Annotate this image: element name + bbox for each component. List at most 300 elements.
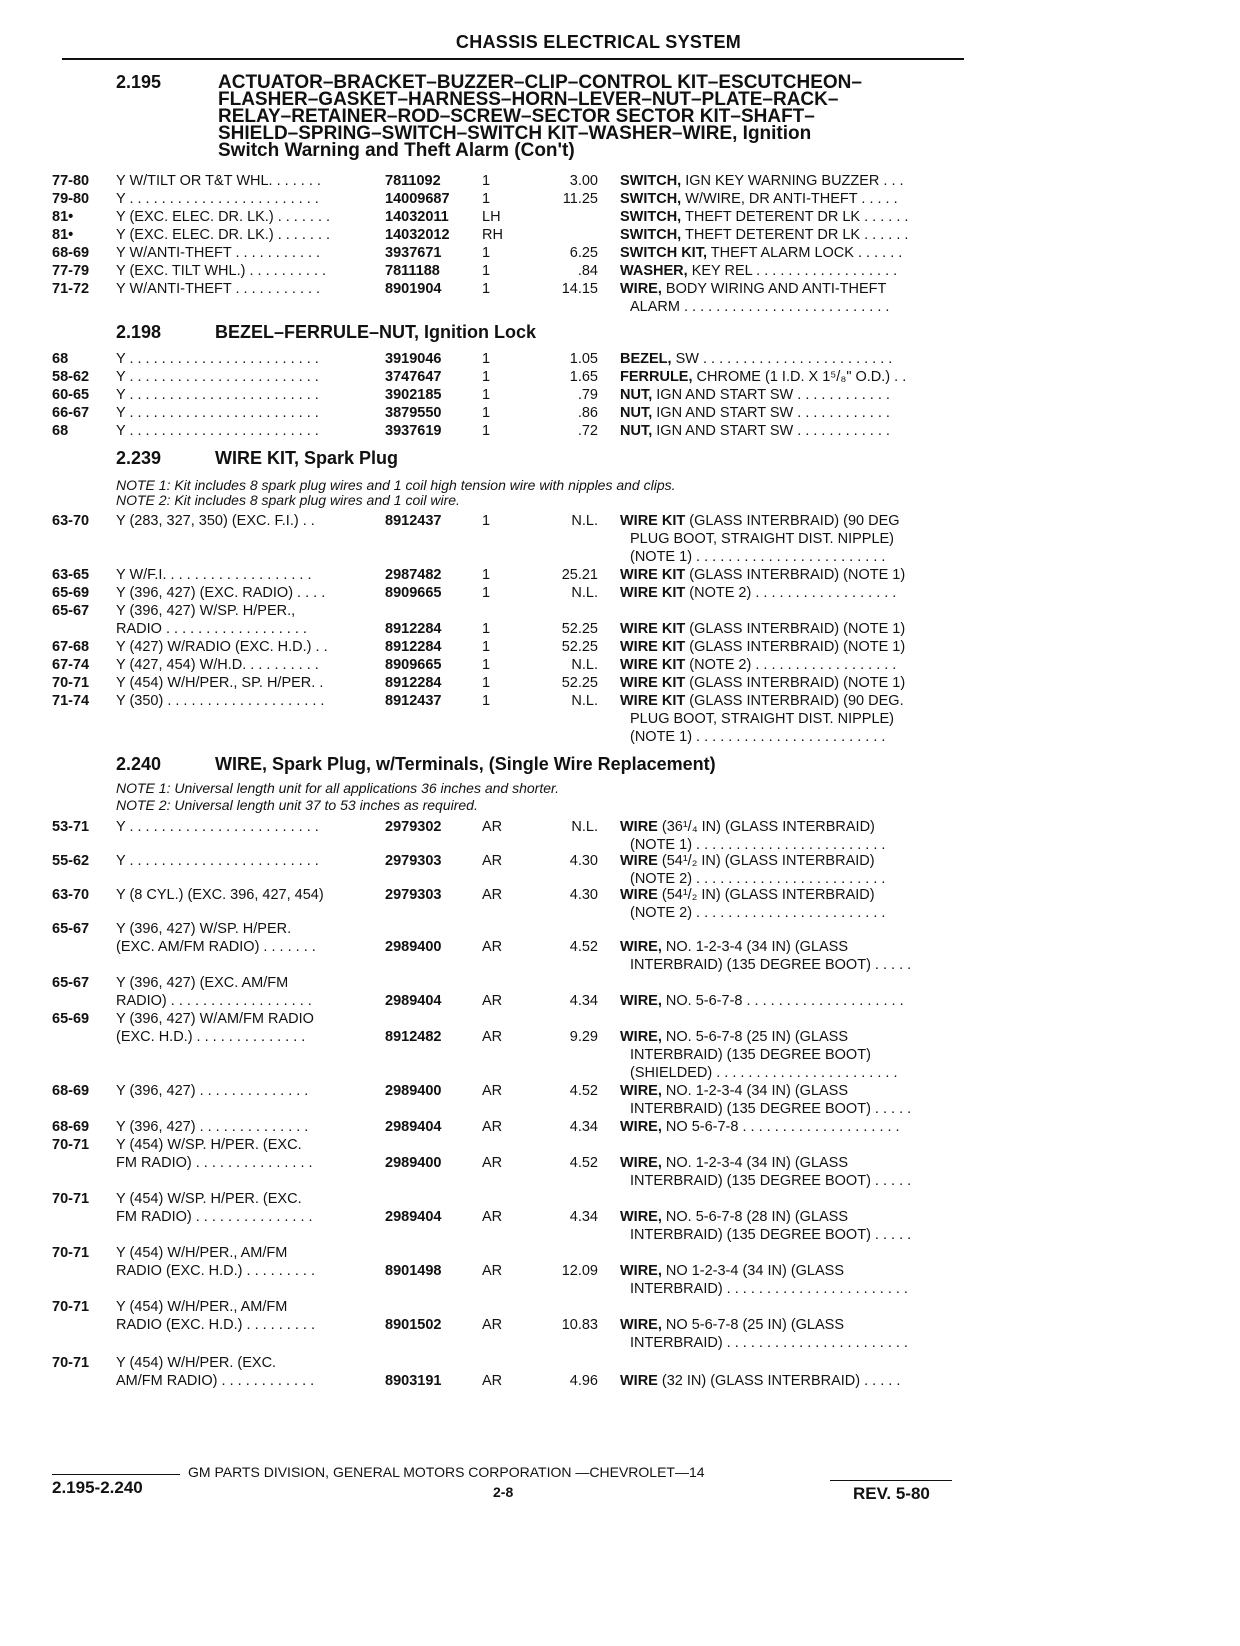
application-line: RADIO) . . . . . . . . . . . . . . . . . . — [116, 993, 312, 1009]
part-number: 2979303 — [385, 887, 442, 903]
description-line — [620, 566, 965, 584]
description — [620, 584, 965, 602]
price: .79 — [577, 387, 598, 403]
section-number: 2.195 — [116, 72, 162, 92]
application — [116, 244, 370, 262]
description-text: IGN KEY WARNING BUZZER . . . — [685, 173, 904, 189]
description-text: NO. 5-6-7-8 (25 IN) (GLASS — [665, 1029, 849, 1045]
description — [620, 190, 965, 208]
description — [620, 1028, 965, 1082]
section-number: 2.240 — [116, 754, 162, 774]
description-text: INTERBRAID) (135 DEGREE BOOT) — [630, 1047, 871, 1063]
description-line — [620, 386, 965, 404]
quantity: 1 — [482, 567, 491, 583]
quantity: LH — [482, 209, 501, 225]
quantity: AR — [482, 1263, 503, 1279]
description-text: INTERBRAID) (135 DEGREE BOOT) . . . . . — [630, 1173, 912, 1189]
description-line — [620, 1226, 965, 1244]
description-key: WIRE, — [620, 993, 662, 1009]
description-key: WIRE, — [620, 1119, 662, 1135]
application — [116, 1190, 370, 1226]
section-title-line: SHIELD–SPRING–SWITCH–SWITCH KIT–WASHER–WIRE, Ignition — [218, 123, 812, 144]
application-line: Y (454) W/H/PER., AM/FM — [116, 1245, 288, 1261]
description-key: WIRE KIT — [620, 585, 686, 601]
part-number: 2989400 — [385, 1083, 442, 1099]
model-years: 68 — [52, 351, 69, 367]
model-years: 81• — [52, 227, 74, 243]
application — [116, 1244, 370, 1280]
description-text: NO 1-2-3-4 (34 IN) (GLASS — [665, 1263, 844, 1279]
description-line — [620, 656, 965, 674]
description-line — [620, 350, 965, 368]
section-title-line: Switch Warning and Theft Alarm (Con't) — [218, 140, 575, 161]
part-number: 2979303 — [385, 853, 442, 869]
footer-left-rule — [52, 1474, 180, 1475]
description-text: (GLASS INTERBRAID) (90 DEG. — [689, 693, 904, 709]
description-line — [620, 818, 965, 836]
section-title-line: RELAY–RETAINER–ROD–SCREW–SECTOR SECTOR KIT–SHAFT– — [218, 106, 815, 127]
model-years: 60-65 — [52, 387, 90, 403]
description — [620, 992, 965, 1010]
description-key: WIRE, — [620, 1029, 662, 1045]
description-key: WIRE, — [620, 1317, 662, 1333]
application-line: Y . . . . . . . . . . . . . . . . . . . . . . . . — [116, 191, 319, 207]
description-line — [620, 280, 965, 298]
description-line — [620, 404, 965, 422]
description-key: SWITCH, — [620, 173, 682, 189]
description-key: FERRULE, — [620, 369, 693, 385]
description-line — [620, 1100, 965, 1118]
quantity: 1 — [482, 281, 491, 297]
description-text: NO. 1-2-3-4 (34 IN) (GLASS — [665, 1083, 849, 1099]
application-line: Y . . . . . . . . . . . . . . . . . . . . . . . . — [116, 423, 319, 439]
price: .86 — [577, 405, 598, 421]
footer-right-rule — [830, 1480, 952, 1481]
description — [620, 674, 965, 692]
quantity: 1 — [482, 191, 491, 207]
application — [116, 368, 370, 386]
price: 11.25 — [562, 191, 598, 207]
description — [620, 172, 965, 190]
application-line: Y (EXC. ELEC. DR. LK.) . . . . . . . — [116, 227, 331, 243]
price: .84 — [577, 263, 598, 279]
part-number: 8912437 — [385, 693, 442, 709]
description-text: PLUG BOOT, STRAIGHT DIST. NIPPLE) — [630, 531, 895, 547]
description — [620, 818, 965, 854]
application-line: Y (427) W/RADIO (EXC. H.D.) . . — [116, 639, 328, 655]
application-line: FM RADIO) . . . . . . . . . . . . . . . — [116, 1209, 313, 1225]
model-years: 55-62 — [52, 853, 90, 869]
description-line — [620, 208, 965, 226]
part-number: 2989404 — [385, 1209, 442, 1225]
footer-page: 2-8 — [493, 1484, 514, 1500]
quantity: 1 — [482, 585, 491, 601]
description-text: INTERBRAID) (135 DEGREE BOOT) . . . . . — [630, 1227, 912, 1243]
description — [620, 1154, 965, 1190]
page-title: CHASSIS ELECTRICAL SYSTEM — [455, 32, 742, 52]
price: 14.15 — [561, 281, 598, 297]
description-line — [620, 226, 965, 244]
section-note: NOTE 2: Universal length unit 37 to 53 inches as required. — [116, 797, 478, 813]
price: 4.96 — [569, 1373, 598, 1389]
description-line — [620, 692, 965, 710]
model-years: 63-70 — [52, 513, 90, 529]
section-note: NOTE 1: Universal length unit for all applications 36 inches and shorter. — [116, 780, 560, 796]
description-key: NUT, — [620, 387, 653, 403]
description-line — [620, 938, 965, 956]
part-number: 3919046 — [385, 351, 442, 367]
description — [620, 692, 965, 746]
section-title-line: WIRE, Spark Plug, w/Terminals, (Single Wire Replacement) — [215, 754, 716, 774]
application-line: Y (454) W/SP. H/PER. (EXC. — [116, 1137, 302, 1153]
price: 4.52 — [569, 1083, 598, 1099]
part-number: 3747647 — [385, 369, 442, 385]
description-line — [620, 512, 965, 530]
description-line — [620, 244, 965, 262]
part-number: 3937619 — [385, 423, 442, 439]
description-line — [620, 298, 965, 316]
quantity: RH — [482, 227, 503, 243]
application-line: Y . . . . . . . . . . . . . . . . . . . . . . . . — [116, 819, 319, 835]
description-text: (SHIELDED) . . . . . . . . . . . . . . . . . . . . . . . — [630, 1065, 898, 1081]
description-key: WASHER, — [620, 263, 688, 279]
application-line: Y (396, 427) W/AM/FM RADIO — [116, 1011, 314, 1027]
price: N.L. — [571, 819, 598, 835]
application-line: Y (EXC. ELEC. DR. LK.) . . . . . . . — [116, 209, 331, 225]
application-line: Y (EXC. TILT WHL.) . . . . . . . . . . — [116, 263, 327, 279]
description-key: WIRE, — [620, 1083, 662, 1099]
description — [620, 1372, 965, 1390]
price: N.L. — [571, 513, 598, 529]
description — [620, 280, 965, 316]
description-line — [620, 638, 965, 656]
section-title-line: WIRE KIT, Spark Plug — [215, 448, 399, 468]
description-key: WIRE KIT — [620, 693, 686, 709]
application — [116, 512, 370, 530]
description-text: (NOTE 2) . . . . . . . . . . . . . . . . . . — [689, 657, 897, 673]
model-years: 77-80 — [52, 173, 90, 189]
part-number: 8912482 — [385, 1029, 442, 1045]
part-number: 14032011 — [385, 209, 449, 225]
part-number: 3937671 — [385, 245, 442, 261]
price: 52.25 — [561, 639, 598, 655]
price: 4.52 — [569, 939, 598, 955]
quantity: 1 — [482, 513, 491, 529]
model-years: 70-71 — [52, 1191, 90, 1207]
application — [116, 656, 370, 674]
application — [116, 920, 370, 956]
application — [116, 404, 370, 422]
quantity: AR — [482, 993, 503, 1009]
price: 4.34 — [569, 993, 598, 1009]
price: .72 — [577, 423, 598, 439]
application — [116, 584, 370, 602]
application-line: Y . . . . . . . . . . . . . . . . . . . . . . . . — [116, 351, 319, 367]
quantity: AR — [482, 1155, 503, 1171]
description-text: BODY WIRING AND ANTI-THEFT — [665, 281, 887, 297]
description-key: SWITCH, — [620, 227, 682, 243]
quantity: 1 — [482, 405, 491, 421]
price: 4.34 — [569, 1119, 598, 1135]
section-number: 2.239 — [116, 448, 162, 468]
description-line — [620, 584, 965, 602]
description-key: BEZEL, — [620, 351, 672, 367]
quantity: 1 — [482, 351, 491, 367]
model-years: 67-68 — [52, 639, 90, 655]
description-line — [620, 904, 965, 922]
description-text: ALARM . . . . . . . . . . . . . . . . . . . . . . . . . . — [630, 299, 890, 315]
quantity: AR — [482, 1119, 503, 1135]
description-line — [620, 710, 965, 728]
description — [620, 1208, 965, 1244]
part-number: 2989400 — [385, 939, 442, 955]
section-note: NOTE 2: Kit includes 8 spark plug wires and 1 coil wire. — [116, 492, 460, 508]
section-number: 2.198 — [116, 322, 162, 342]
description-line — [620, 548, 965, 566]
description-line — [620, 190, 965, 208]
model-years: 70-71 — [52, 1245, 90, 1261]
description — [620, 638, 965, 656]
description — [620, 404, 965, 422]
description-text: INTERBRAID) (135 DEGREE BOOT) . . . . . — [630, 957, 912, 973]
description-text: (NOTE 2) . . . . . . . . . . . . . . . . . . — [689, 585, 897, 601]
price: 9.29 — [569, 1029, 598, 1045]
description-text: KEY REL . . . . . . . . . . . . . . . . . . — [691, 263, 898, 279]
part-number: 3902185 — [385, 387, 442, 403]
description — [620, 852, 965, 888]
application-line: (EXC. AM/FM RADIO) . . . . . . . — [116, 939, 316, 955]
application — [116, 350, 370, 368]
application-line: Y . . . . . . . . . . . . . . . . . . . . . . . . — [116, 853, 319, 869]
description-text: PLUG BOOT, STRAIGHT DIST. NIPPLE) — [630, 711, 895, 727]
part-number: 8912284 — [385, 675, 442, 691]
description — [620, 1316, 965, 1352]
description-line — [620, 1172, 965, 1190]
application-line: Y (396, 427) . . . . . . . . . . . . . . — [116, 1083, 309, 1099]
description-text: NO. 5-6-7-8 . . . . . . . . . . . . . . . . . . . . — [665, 993, 904, 1009]
price: 3.00 — [569, 173, 598, 189]
quantity: 1 — [482, 621, 491, 637]
description-text: (NOTE 1) . . . . . . . . . . . . . . . . . . . . . . . . — [630, 549, 886, 565]
description-key: WIRE KIT — [620, 513, 686, 529]
part-number: 8903191 — [385, 1373, 442, 1389]
application-line: Y (454) W/H/PER., AM/FM — [116, 1299, 288, 1315]
part-number: 2987482 — [385, 567, 442, 583]
title-rule — [62, 58, 964, 60]
description-line — [620, 992, 965, 1010]
part-number: 8901904 — [385, 281, 442, 297]
description-text: (54¹/₂ IN) (GLASS INTERBRAID) — [661, 853, 875, 869]
description-key: WIRE, — [620, 281, 662, 297]
description-key: WIRE KIT — [620, 639, 686, 655]
description-text: (54¹/₂ IN) (GLASS INTERBRAID) — [661, 887, 875, 903]
application-line: Y (8 CYL.) (EXC. 396, 427, 454) — [116, 887, 324, 903]
quantity: AR — [482, 1317, 503, 1333]
description — [620, 262, 965, 280]
part-number: 8909665 — [385, 657, 442, 673]
model-years: 79-80 — [52, 191, 90, 207]
application-line: Y W/F.I. . . . . . . . . . . . . . . . . . . — [116, 567, 312, 583]
description-text: NO. 1-2-3-4 (34 IN) (GLASS — [665, 939, 849, 955]
description-line — [620, 1280, 965, 1298]
model-years: 65-69 — [52, 585, 90, 601]
price: 1.65 — [569, 369, 598, 385]
price: 12.09 — [561, 1263, 598, 1279]
description — [620, 244, 965, 262]
price: 6.25 — [569, 245, 598, 261]
price: N.L. — [571, 657, 598, 673]
description-text: W/WIRE, DR ANTI-THEFT . . . . . — [685, 191, 898, 207]
description-line — [620, 956, 965, 974]
part-number: 8901502 — [385, 1317, 442, 1333]
description-key: WIRE KIT — [620, 567, 686, 583]
application — [116, 1010, 370, 1046]
description-text: THEFT ALARM LOCK . . . . . . — [710, 245, 903, 261]
footer-range: 2.195-2.240 — [52, 1478, 143, 1497]
description-line — [620, 620, 965, 638]
description-text: NO 5-6-7-8 . . . . . . . . . . . . . . . . . . . . — [665, 1119, 900, 1135]
application — [116, 886, 370, 904]
part-number: 2979302 — [385, 819, 442, 835]
model-years: 71-74 — [52, 693, 90, 709]
price: 4.30 — [569, 887, 598, 903]
quantity: AR — [482, 887, 503, 903]
description-key: NUT, — [620, 423, 653, 439]
description — [620, 1082, 965, 1118]
description-line — [620, 422, 965, 440]
quantity: AR — [482, 1373, 503, 1389]
description-line — [620, 1064, 965, 1082]
description-key: WIRE — [620, 887, 658, 903]
application-line: Y (396, 427) W/SP. H/PER. — [116, 921, 292, 937]
application — [116, 280, 370, 298]
description-key: SWITCH, — [620, 209, 682, 225]
application — [116, 692, 370, 710]
application-line: Y (427, 454) W/H.D. . . . . . . . . . — [116, 657, 319, 673]
description-line — [620, 1118, 965, 1136]
description — [620, 350, 965, 368]
quantity: AR — [482, 1029, 503, 1045]
description-line — [620, 1028, 965, 1046]
application — [116, 262, 370, 280]
description-text: (GLASS INTERBRAID) (90 DEG — [689, 513, 900, 529]
application — [116, 674, 370, 692]
description-text: SW . . . . . . . . . . . . . . . . . . . . . . . . — [675, 351, 893, 367]
application-line: Y (454) W/H/PER. (EXC. — [116, 1355, 277, 1371]
model-years: 77-79 — [52, 263, 90, 279]
price: 4.30 — [569, 853, 598, 869]
description-key: WIRE KIT — [620, 621, 686, 637]
model-years: 68-69 — [52, 1119, 90, 1135]
part-number: 8912284 — [385, 621, 442, 637]
description — [620, 208, 965, 226]
description-text: (NOTE 2) . . . . . . . . . . . . . . . . . . . . . . . . — [630, 905, 886, 921]
application — [116, 172, 370, 190]
description-text: (GLASS INTERBRAID) (NOTE 1) — [689, 567, 906, 583]
model-years: 68 — [52, 423, 69, 439]
application-line: Y W/TILT OR T&T WHL. . . . . . . — [116, 173, 321, 189]
description-text: (GLASS INTERBRAID) (NOTE 1) — [689, 621, 906, 637]
description-text: IGN AND START SW . . . . . . . . . . . . — [656, 405, 890, 421]
description-key: WIRE — [620, 853, 658, 869]
part-number: 14009687 — [385, 191, 450, 207]
quantity: 1 — [482, 245, 491, 261]
model-years: 68-69 — [52, 1083, 90, 1099]
part-number: 8909665 — [385, 585, 442, 601]
quantity: AR — [482, 819, 503, 835]
description-key: WIRE — [620, 1373, 658, 1389]
part-number: 8912284 — [385, 639, 442, 655]
part-number: 8912437 — [385, 513, 442, 529]
section-title-line: FLASHER–GASKET–HARNESS–HORN–LEVER–NUT–PLATE–RACK– — [218, 89, 839, 110]
application-line: Y W/ANTI-THEFT . . . . . . . . . . . — [116, 281, 321, 297]
application — [116, 422, 370, 440]
description-text: THEFT DETERENT DR LK . . . . . . — [685, 227, 909, 243]
description-key: WIRE — [620, 819, 658, 835]
price: 25.21 — [561, 567, 598, 583]
application-line: Y (350) . . . . . . . . . . . . . . . . . . . . — [116, 693, 325, 709]
application — [116, 974, 370, 1010]
description-key: WIRE, — [620, 1263, 662, 1279]
description-text: IGN AND START SW . . . . . . . . . . . . — [656, 387, 890, 403]
description-text: IGN AND START SW . . . . . . . . . . . . — [656, 423, 890, 439]
price: N.L. — [571, 585, 598, 601]
application — [116, 852, 370, 870]
model-years: 65-67 — [52, 975, 90, 991]
description-text: (32 IN) (GLASS INTERBRAID) . . . . . — [661, 1373, 901, 1389]
application-line: Y (396, 427) W/SP. H/PER., — [116, 603, 296, 619]
description-line — [620, 1082, 965, 1100]
description-key: WIRE KIT — [620, 675, 686, 691]
application-line: Y (396, 427) (EXC. RADIO) . . . . — [116, 585, 326, 601]
application-line: FM RADIO) . . . . . . . . . . . . . . . — [116, 1155, 313, 1171]
application — [116, 208, 370, 226]
application-line: Y (396, 427) (EXC. AM/FM — [116, 975, 289, 991]
description-text: INTERBRAID) (135 DEGREE BOOT) . . . . . — [630, 1101, 912, 1117]
description-line — [620, 1372, 965, 1390]
description-line — [620, 852, 965, 870]
application — [116, 1298, 370, 1334]
price: 10.83 — [561, 1317, 598, 1333]
model-years: 67-74 — [52, 657, 90, 673]
price: 4.34 — [569, 1209, 598, 1225]
description-key: SWITCH, — [620, 191, 682, 207]
price: 1.05 — [569, 351, 598, 367]
description-text: NO. 1-2-3-4 (34 IN) (GLASS — [665, 1155, 849, 1171]
application-line: RADIO (EXC. H.D.) . . . . . . . . . — [116, 1317, 315, 1333]
description-text: INTERBRAID) . . . . . . . . . . . . . . . . . . . . . . . — [630, 1335, 908, 1351]
model-years: 70-71 — [52, 1299, 90, 1315]
quantity: 1 — [482, 387, 491, 403]
model-years: 53-71 — [52, 819, 90, 835]
description-key: WIRE KIT — [620, 657, 686, 673]
model-years: 71-72 — [52, 281, 90, 297]
footer-rev: REV. 5-80 — [853, 1484, 930, 1503]
model-years: 58-62 — [52, 369, 90, 385]
application-line: Y (454) W/H/PER., SP. H/PER. . — [116, 675, 324, 691]
application-line: Y . . . . . . . . . . . . . . . . . . . . . . . . — [116, 387, 319, 403]
price: 52.25 — [561, 621, 598, 637]
description — [620, 226, 965, 244]
price: N.L. — [571, 693, 598, 709]
description-line — [620, 1208, 965, 1226]
description-key: WIRE, — [620, 939, 662, 955]
application-line: Y W/ANTI-THEFT . . . . . . . . . . . — [116, 245, 321, 261]
part-number: 7811188 — [385, 263, 440, 279]
quantity: AR — [482, 1083, 503, 1099]
model-years: 65-67 — [52, 603, 90, 619]
price: 52.25 — [561, 675, 598, 691]
